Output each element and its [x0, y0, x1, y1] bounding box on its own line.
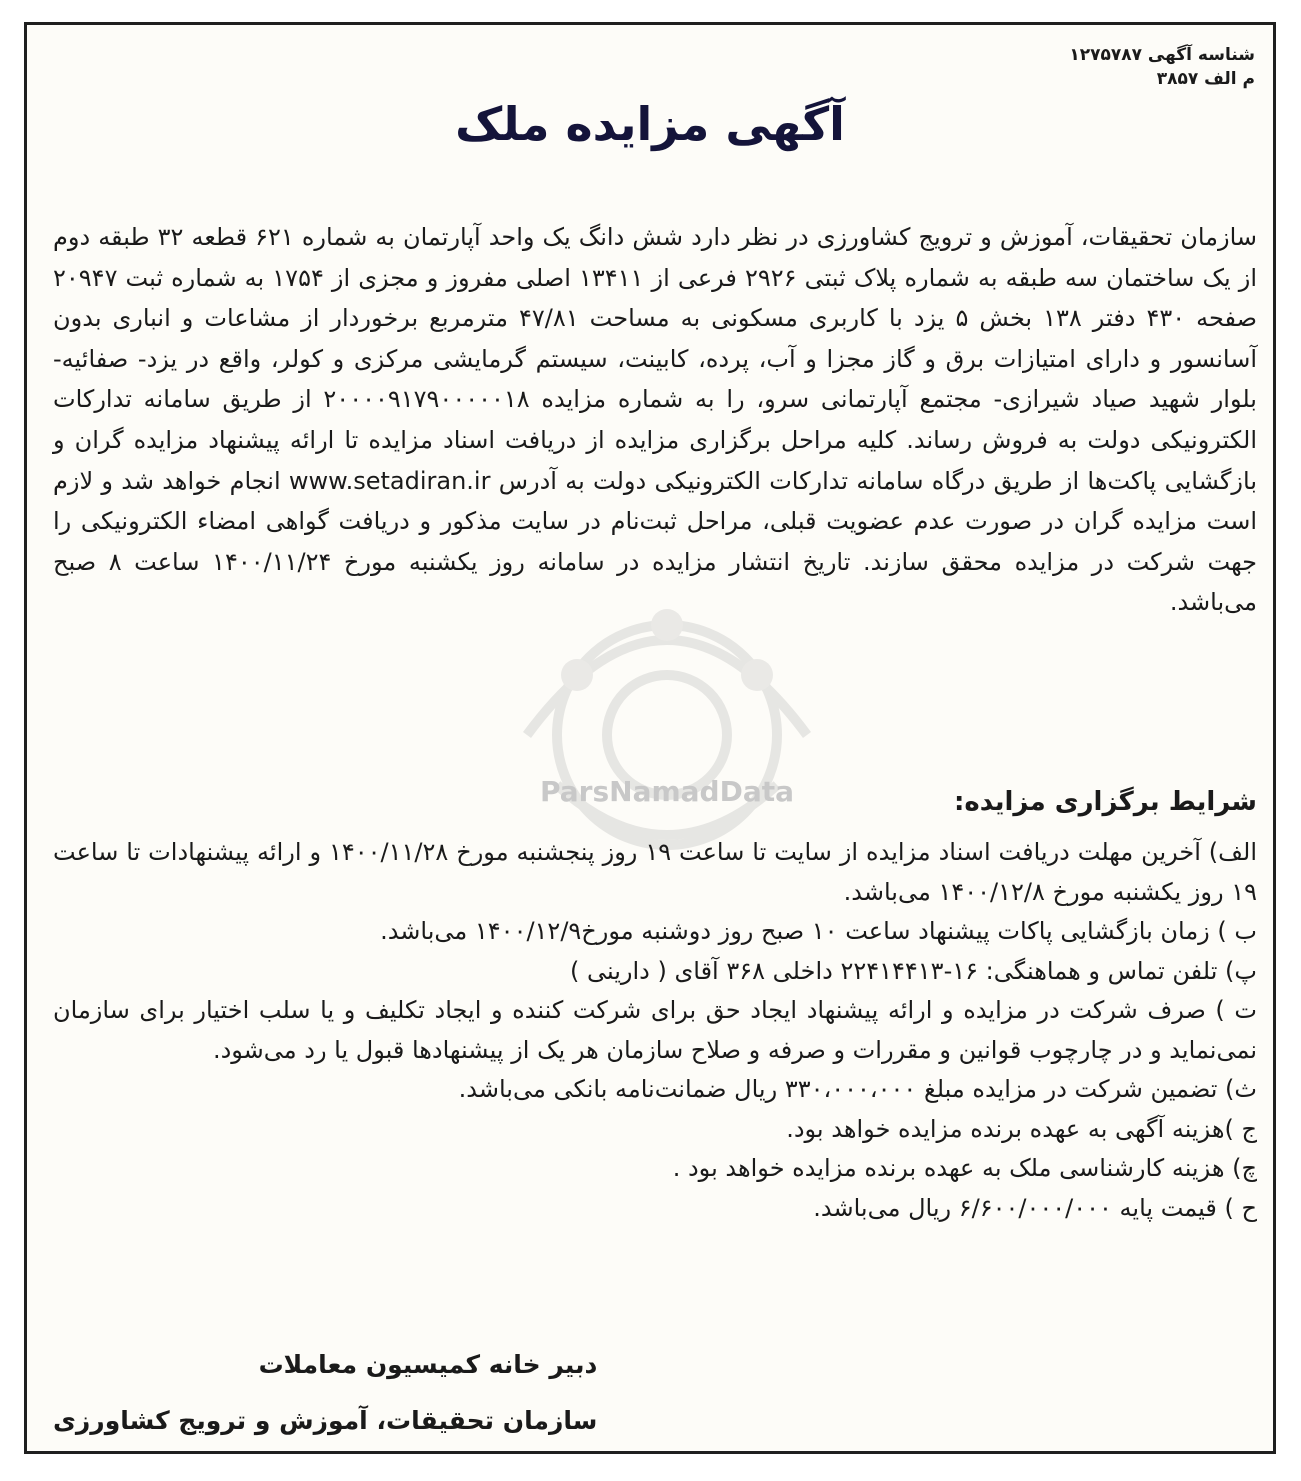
notice-frame [24, 22, 1276, 1454]
signature-block [53, 1337, 597, 1449]
condition-item: ت ) صرف شرکت در مزایده و ارائه پیشنهاد ایجاد حق برای شرکت کننده و ایجاد تکلیف و یا سلب اختیار برای سازمان نمی‌نماید و در چارچوب قوانین و مقررات و صرفه و صلاح سازمان هر یک از پیشنهادها قبول یا رد می‌شود. [53, 996, 1257, 1064]
notice-id: شناسه آگهی ۱۲۷۵۷۸۷ [1069, 45, 1255, 65]
notice-ref: م الف ۳۸۵۷ [1156, 69, 1255, 89]
conditions-list [53, 833, 1257, 1228]
conditions-heading: شرایط برگزاری مزایده: [953, 787, 1257, 817]
condition-item: پ) تلفن تماس و هماهنگی: ۱۶-۲۲۴۱۴۴۱۳ داخلی ۳۶۸ آقای ( دارینی ) [570, 956, 1257, 985]
notice-title: آگهی مزایده ملک [455, 97, 845, 151]
signature-organization: سازمان تحقیقات، آموزش و ترویج کشاورزی [53, 1406, 598, 1435]
condition-item: ح ) قیمت پایه ۶/۶۰۰/۰۰۰/۰۰۰ ریال می‌باشد. [813, 1193, 1257, 1222]
watermark-brand: ParsNamadData [540, 775, 794, 808]
condition-item: چ) هزینه کارشناسی ملک به عهده برنده مزایده خواهد بود . [672, 1154, 1257, 1182]
signature-office: دبیر خانه کمیسیون معاملات [258, 1350, 598, 1379]
condition-item: الف) آخرین مهلت دریافت اسناد مزایده از سایت تا ساعت ۱۹ روز پنجشنبه مورخ ۱۴۰۰/۱۱/۲۸ و ارائه پیشنهادات تا ساعت ۱۹ روز یکشنبه مورخ ۱۴۰۰/۱۲/۸ می‌باشد. [53, 838, 1257, 906]
intro-paragraph: سازمان تحقیقات، آموزش و ترویج کشاورزی در نظر دارد شش دانگ یک واحد آپارتمان به شماره ۶۲۱ قطعه ۳۲ طبقه دوم از یک ساختمان سه طبقه به شماره پلاک ثبتی ۲۹۲۶ فرعی از ۱۳۴۱۱ اصلی مفروز و مجزی از ۱۷۵۴ به شماره ثبت ۲۰۹۴۷ صفحه ۴۳۰ دفتر ۱۳۸ بخش ۵ یزد با کاربری مسکونی به مساحت ۴۷/۸۱ مترمربع برخوردار از مشاعات و انباری بدون آسانسور و دارای امتیازات برق و گاز مجزا و آب، پرده، کابینت، سیستم گرمایشی مرکزی و کولر، واقع در یزد- صفائیه- بلوار شهید صیاد شیرازی- مجتمع آپارتمانی سرو، را به شماره مزایده ۲۰۰۰۰۹۱۷۹۰۰۰۰۰۱۸ از طریق سامانه تدارکات الکترونیکی دولت به فروش رساند. کلیه مراحل برگزاری مزایده از دریافت اسناد مزایده تا ارائه پیشنهاد مزایده گران و بازگشایی پاکت‌ها از طریق درگاه سامانه تدارکات الکترونیکی دولت به آدرس www.setadiran.ir انجام خواهد شد و لازم است مزایده گران در صورت عدم عضویت قبلی، مراحل ثبت‌نام در سایت مذکور و دریافت گواهی امضاء الکترونیکی را جهت شرکت در مزایده محقق سازند. تاریخ انتشار مزایده در سامانه روز یکشنبه مورخ ۱۴۰۰/۱۱/۲۴ ساعت ۸ صبح می‌باشد. [53, 223, 1258, 617]
condition-item: ب ) زمان بازگشایی پاکات پیشنهاد ساعت ۱۰ صبح روز دوشنبه مورخ۱۴۰۰/۱۲/۹ می‌باشد. [380, 917, 1257, 945]
notice-id-block [1069, 43, 1255, 91]
condition-item: ج )هزینه آگهی به عهده برنده مزایده خواهد بود. [786, 1114, 1257, 1143]
condition-item: ث) تضمین شرکت در مزایده مبلغ ۳۳۰،۰۰۰،۰۰۰ ریال ضمانت‌نامه بانکی می‌باشد. [458, 1075, 1257, 1103]
